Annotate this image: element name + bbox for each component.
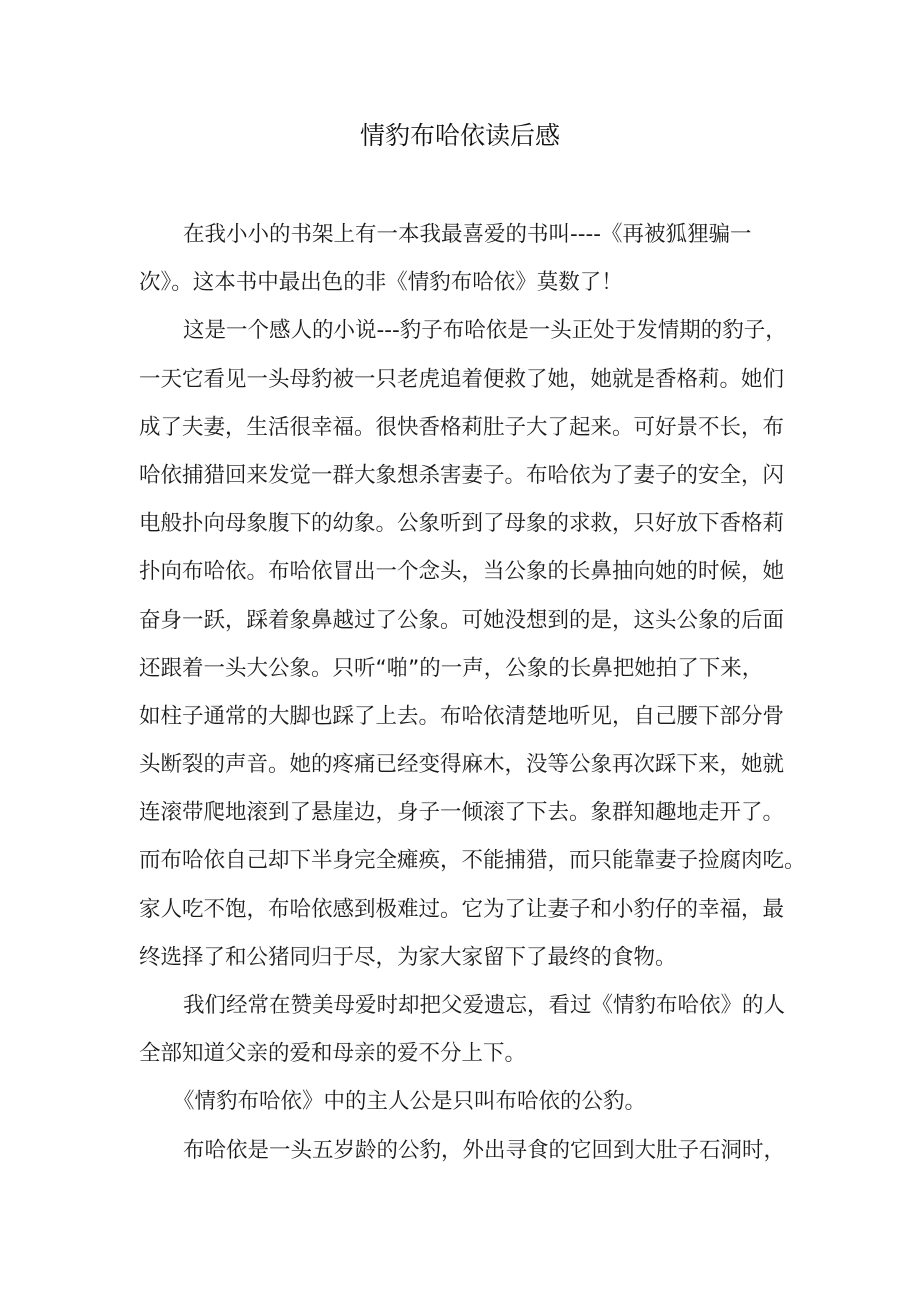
text-line: 家人吃不饱，布哈依感到极难过。它为了让妻子和小豹仔的幸福，最 bbox=[139, 896, 785, 922]
text-line: 全部知道父亲的爱和母亲的爱不分上下。 bbox=[139, 1041, 527, 1067]
text-line: 如柱子通常的大脚也踩了上去。布哈依清楚地听见，自己腰下部分骨 bbox=[139, 703, 785, 729]
text-line: 终选择了和公猪同归于尽，为家大家留下了最终的食物。 bbox=[139, 944, 677, 970]
text-line: 头断裂的声音。她的疼痛已经变得麻木，没等公象再次踩下来，她就 bbox=[139, 752, 785, 778]
text-line: 这是一个感人的小说---豹子布哈依是一头正处于发情期的豹子， bbox=[183, 318, 787, 344]
text-line: 布哈依是一头五岁龄的公豹，外出寻食的它回到大肚子石洞时， bbox=[183, 1137, 786, 1163]
text-line: 扑向布哈依。布哈依冒出一个念头，当公象的长鼻抽向她的时候，她 bbox=[139, 559, 785, 585]
text-line: 《情豹布哈依》中的主人公是只叫布哈依的公豹。 bbox=[173, 1089, 647, 1115]
text-line: 而布哈依自己却下半身完全瘫痪，不能捕猎，而只能靠妻子捡腐肉吃。 bbox=[139, 848, 806, 874]
text-line: 电般扑向母象腹下的幼象。公象听到了母象的求救，只好放下香格莉 bbox=[139, 511, 785, 537]
text-line: 次》。这本书中最出色的非《情豹布哈依》莫数了！ bbox=[139, 270, 623, 296]
text-line: 成了夫妻，生活很幸福。很快香格莉肚子大了起来。可好景不长，布 bbox=[139, 414, 785, 440]
text-line: 奋身一跃，踩着象鼻越过了公象。可她没想到的是，这头公象的后面 bbox=[139, 607, 785, 633]
text-line: 连滚带爬地滚到了悬崖边，身子一倾滚了下去。象群知趣地走开了。 bbox=[139, 800, 785, 826]
text-line: 还跟着一头大公象。只听“啪”的一声，公象的长鼻把她拍了下来， bbox=[139, 655, 764, 681]
text-line: 在我小小的书架上有一本我最喜爱的书叫----《再被狐狸骗一 bbox=[183, 222, 752, 247]
page-title: 情豹布哈依读后感 bbox=[359, 121, 560, 150]
text-line: 一天它看见一头母豹被一只老虎追着便救了她，她就是香格莉。她们 bbox=[139, 366, 785, 392]
article-body bbox=[139, 211, 806, 1175]
text-line: 哈依捕猎回来发觉一群大象想杀害妻子。布哈依为了妻子的安全，闪 bbox=[139, 462, 785, 488]
text-line: 我们经常在赞美母爱时却把父爱遗忘，看过《情豹布哈依》的人 bbox=[183, 993, 786, 1018]
